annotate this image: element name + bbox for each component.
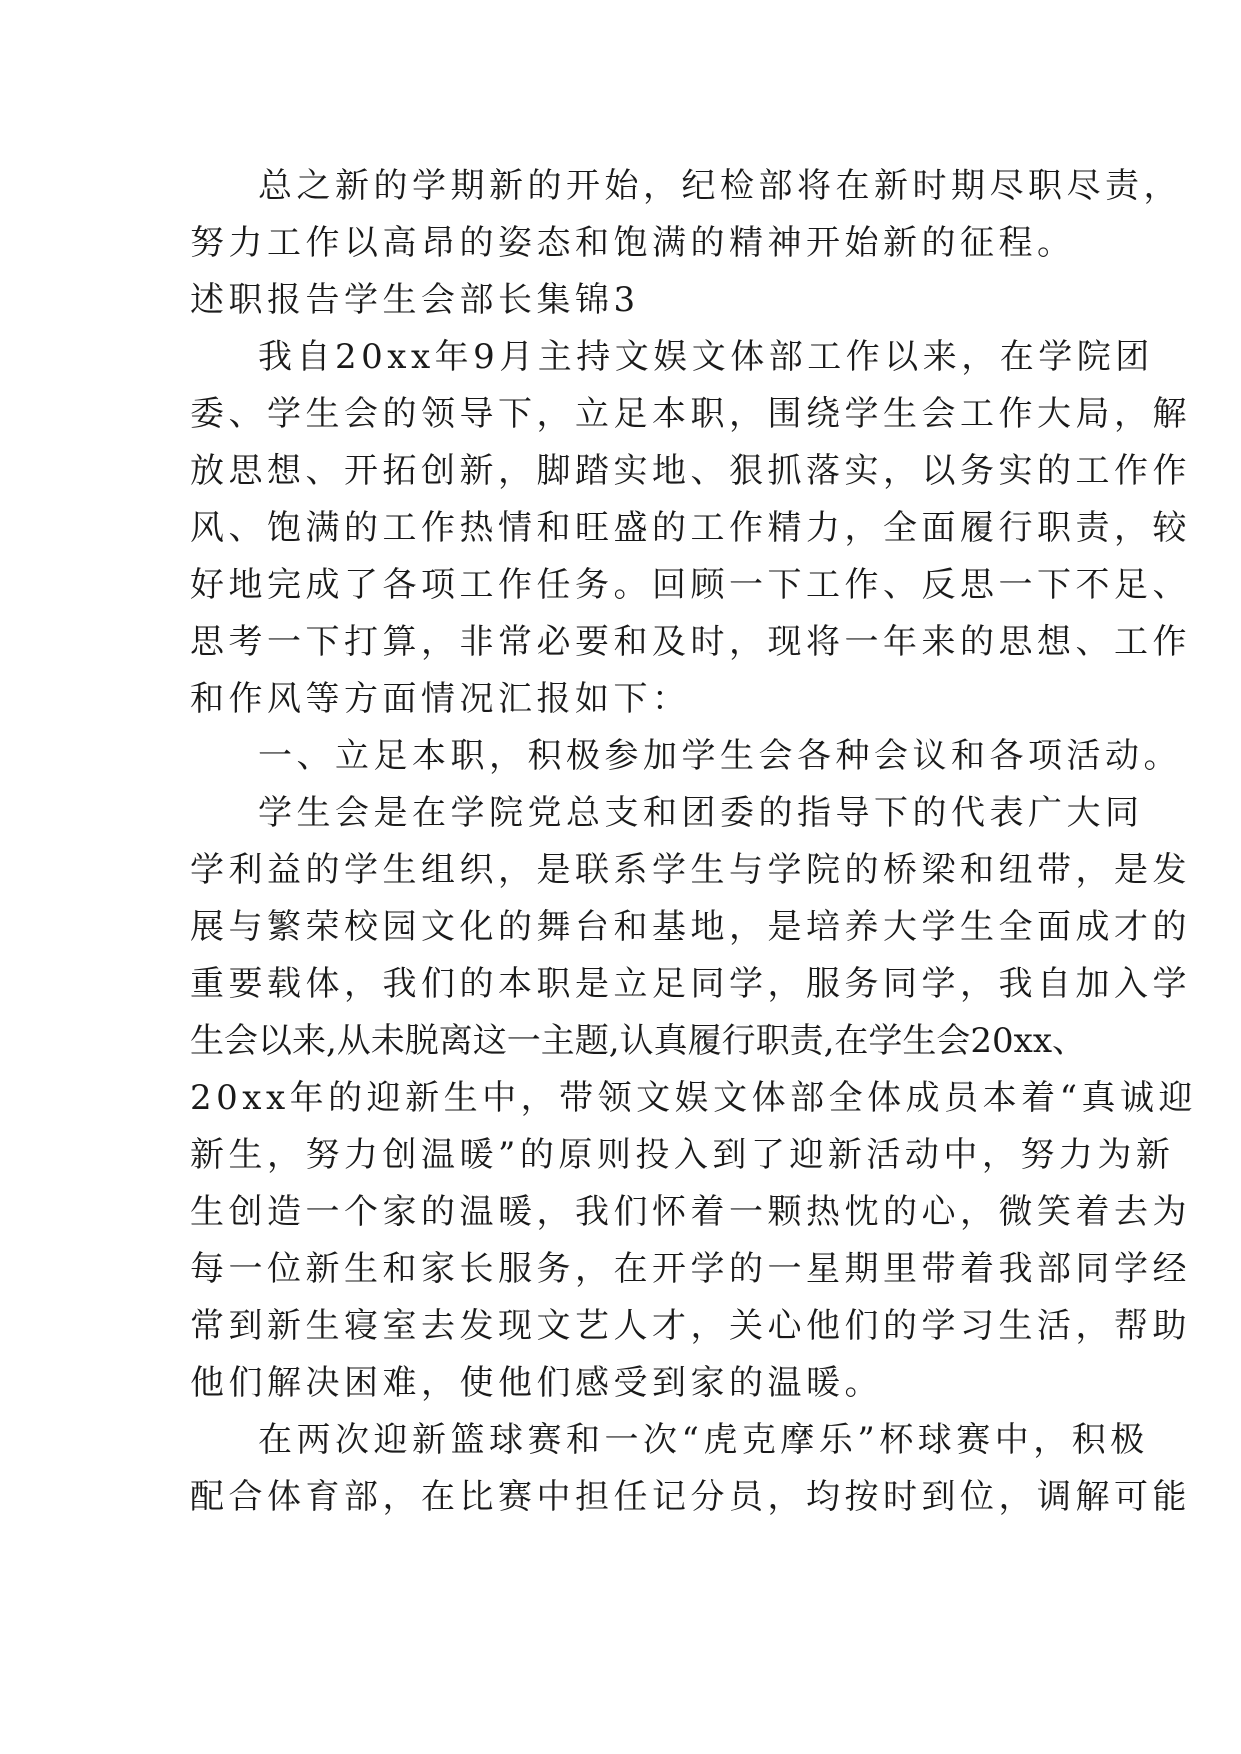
paragraph-line: 重要载体，我们的本职是立足同学，服务同学，我自加入学	[190, 964, 1191, 1004]
paragraph-line: 委、学生会的领导下，立足本职，围绕学生会工作大局，解	[190, 394, 1191, 434]
paragraph-line: 思考一下打算，非常必要和及时，现将一年来的思想、工作	[190, 622, 1191, 662]
paragraph-line: 配合体育部，在比赛中担任记分员，均按时到位，调解可能	[190, 1477, 1191, 1517]
paragraph-line: 学生会是在学院党总支和团委的指导下的代表广大同	[258, 793, 1144, 833]
paragraph-line: 风、饱满的工作热情和旺盛的工作精力，全面履行职责，较	[190, 508, 1191, 548]
paragraph-line: 努力工作以高昂的姿态和饱满的精神开始新的征程。	[190, 223, 1076, 263]
document-body	[190, 158, 1197, 1526]
paragraph-line: 常到新生寝室去发现文艺人才，关心他们的学习生活，帮助	[190, 1306, 1191, 1346]
paragraph-line: 每一位新生和家长服务，在开学的一星期里带着我部同学经	[190, 1249, 1191, 1289]
paragraph-line: 展与繁荣校园文化的舞台和基地，是培养大学生全面成才的	[190, 907, 1191, 947]
paragraph-line: 好地完成了各项工作任务。回顾一下工作、反思一下不足、	[190, 565, 1191, 605]
paragraph-line: 他们解决困难，使他们感受到家的温暖。	[190, 1363, 883, 1403]
paragraph-line: 20xx年的迎新生中，带领文娱文体部全体成员本着“真诚迎	[190, 1078, 1197, 1118]
paragraph-line: 学利益的学生组织，是联系学生与学院的桥梁和纽带，是发	[190, 850, 1191, 890]
paragraph-line: 新生，努力创温暖”的原则投入到了迎新活动中，努力为新	[190, 1135, 1175, 1175]
paragraph-line: 总之新的学期新的开始，纪检部将在新时期尽职尽责，	[258, 166, 1182, 206]
paragraph-line: 放思想、开拓创新，脚踏实地、狠抓落实，以务实的工作作	[190, 451, 1191, 491]
section-heading: 述职报告学生会部长集锦3	[190, 280, 640, 320]
paragraph-line: 生创造一个家的温暖，我们怀着一颗热忱的心，微笑着去为	[190, 1192, 1191, 1232]
paragraph-line: 在两次迎新篮球赛和一次“虎克摩乐”杯球赛中，积极	[258, 1420, 1149, 1460]
paragraph-line: 和作风等方面情况汇报如下：	[190, 679, 691, 719]
paragraph-line: 生会以来,从未脱离这一主题,认真履行职责,在学生会20xx、	[190, 1021, 1087, 1061]
subheading-line: 一、立足本职，积极参加学生会各种会议和各项活动。	[258, 736, 1182, 776]
paragraph-line: 我自20xx年9月主持文娱文体部工作以来，在学院团	[258, 337, 1154, 377]
